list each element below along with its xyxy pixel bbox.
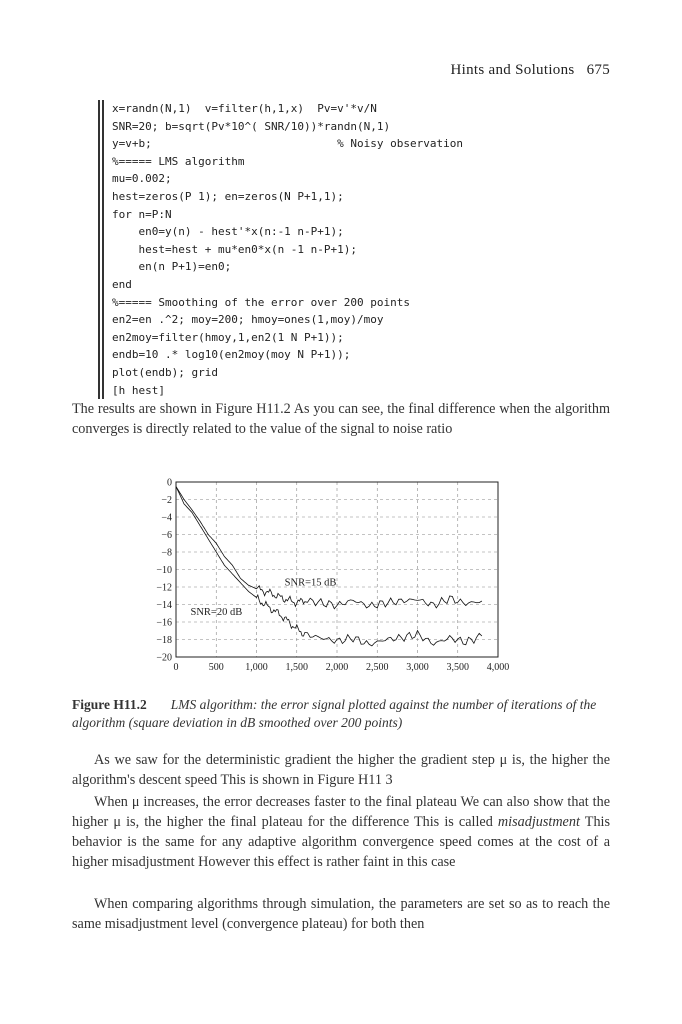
x-tick-label: 3,500 [446, 662, 469, 673]
x-tick-label: 1,000 [245, 662, 268, 673]
y-tick-label: −8 [161, 547, 172, 559]
x-tick-label: 4,000 [486, 662, 510, 673]
running-header [450, 62, 610, 79]
y-tick-label: −6 [161, 530, 172, 541]
y-tick-label: −14 [156, 600, 172, 611]
paragraph-gradient-text: As we saw for the deterministic gradient the higher the gradient step μ is, the higher the algorithm's descent speed This is shown in Figure H11 3 [72, 752, 610, 788]
code-line: x=randn(N,1) v=filter(h,1,x) Pv=v'*v/N [112, 102, 377, 115]
code-line: y=v+b; % Noisy observation [112, 137, 463, 151]
y-tick-label: −2 [161, 495, 172, 506]
paragraph-gradient [72, 750, 610, 790]
header-title: Hints and Solutions [450, 62, 575, 78]
code-line: [h hest] [112, 383, 165, 397]
series-line-snr15 [176, 486, 482, 608]
x-tick-label: 2,000 [325, 662, 349, 673]
paragraph-comparing [72, 894, 610, 934]
code-line: for n=P:N [112, 207, 172, 221]
paragraph-misadjustment-a: When μ increases, the error decreases faster to the final plateau We can also show that the higher μ is, the higher the final plateau for the difference This is called [72, 794, 610, 830]
code-line: hest=zeros(P 1); en=zeros(N P+1,1); [112, 189, 344, 203]
paragraph-misadjustment [72, 792, 610, 872]
y-tick-label: −12 [156, 582, 172, 594]
code-line: %===== LMS algorithm [112, 154, 245, 168]
paragraph-misadjustment-b: This behavior is the same for any adaptive algorithm convergence speed comes at the cost of a higher misadjustment However this effect is rather faint in this case [72, 814, 610, 870]
x-tick-label: 500 [208, 662, 224, 673]
code-line: SNR=20; b=sqrt(Pv*10^( SNR/10))*randn(N,1) [112, 119, 391, 133]
code-bar [98, 100, 104, 399]
code-line: en(n P+1)=en0; [112, 260, 232, 274]
misadjustment-term: misadjustment [497, 814, 580, 830]
y-tick-label: −18 [156, 635, 172, 646]
x-tick-label: 3,000 [406, 662, 429, 673]
code-line: endb=10 .* log10(en2moy(moy N P+1)); [112, 348, 351, 362]
code-line: en2=en .^2; moy=200; hmoy=ones(1,moy)/moy [112, 313, 384, 327]
code-block [112, 100, 598, 399]
x-tick-label: 2,500 [366, 662, 389, 673]
code-line: plot(endb); grid [112, 365, 218, 379]
figure-caption [72, 696, 610, 732]
y-tick-label: 0 [167, 477, 172, 489]
code-line: en0=y(n) - hest'*x(n:-1 n-P+1); [112, 225, 344, 239]
curve-label-snr20: SNR=20 dB [190, 607, 243, 618]
code-line: mu=0.002; [112, 172, 172, 186]
paragraph-results: The results are shown in Figure H11.2 As you can see, the final difference when the algorithm converges is directly related to the value of the signal to noise ratio [72, 401, 610, 437]
code-line: hest=hest + mu*en0*x(n -1 n-P+1); [112, 242, 358, 256]
code-listing [98, 100, 598, 399]
y-tick-label: −4 [161, 512, 172, 524]
error-chart [140, 474, 540, 682]
paragraph-comparing-text: When comparing algorithms through simulation, the parameters are set so as to reach the same misadjustment level (convergence plateau) for both then [72, 896, 610, 932]
x-tick-label: 1,500 [285, 662, 308, 673]
code-line: %===== Smoothing of the error over 200 points [112, 295, 411, 309]
x-tick-label: 0 [173, 662, 179, 673]
code-line: en2moy=filter(hmoy,1,en2(1 N P+1)); [112, 330, 344, 344]
curve-label-snr15: SNR=15 dB [284, 577, 337, 589]
code-line: end [112, 277, 132, 291]
y-tick-label: −20 [156, 652, 172, 664]
y-tick-label: −16 [156, 617, 172, 629]
page-number: 675 [586, 62, 610, 78]
caption-label: Figure H11.2 [72, 697, 147, 712]
y-tick-label: −10 [156, 565, 172, 576]
caption-text: LMS algorithm: the error signal plotted against the number of iterations of the algorithm (square deviation in dB smoothed over 200 points) [72, 697, 597, 730]
